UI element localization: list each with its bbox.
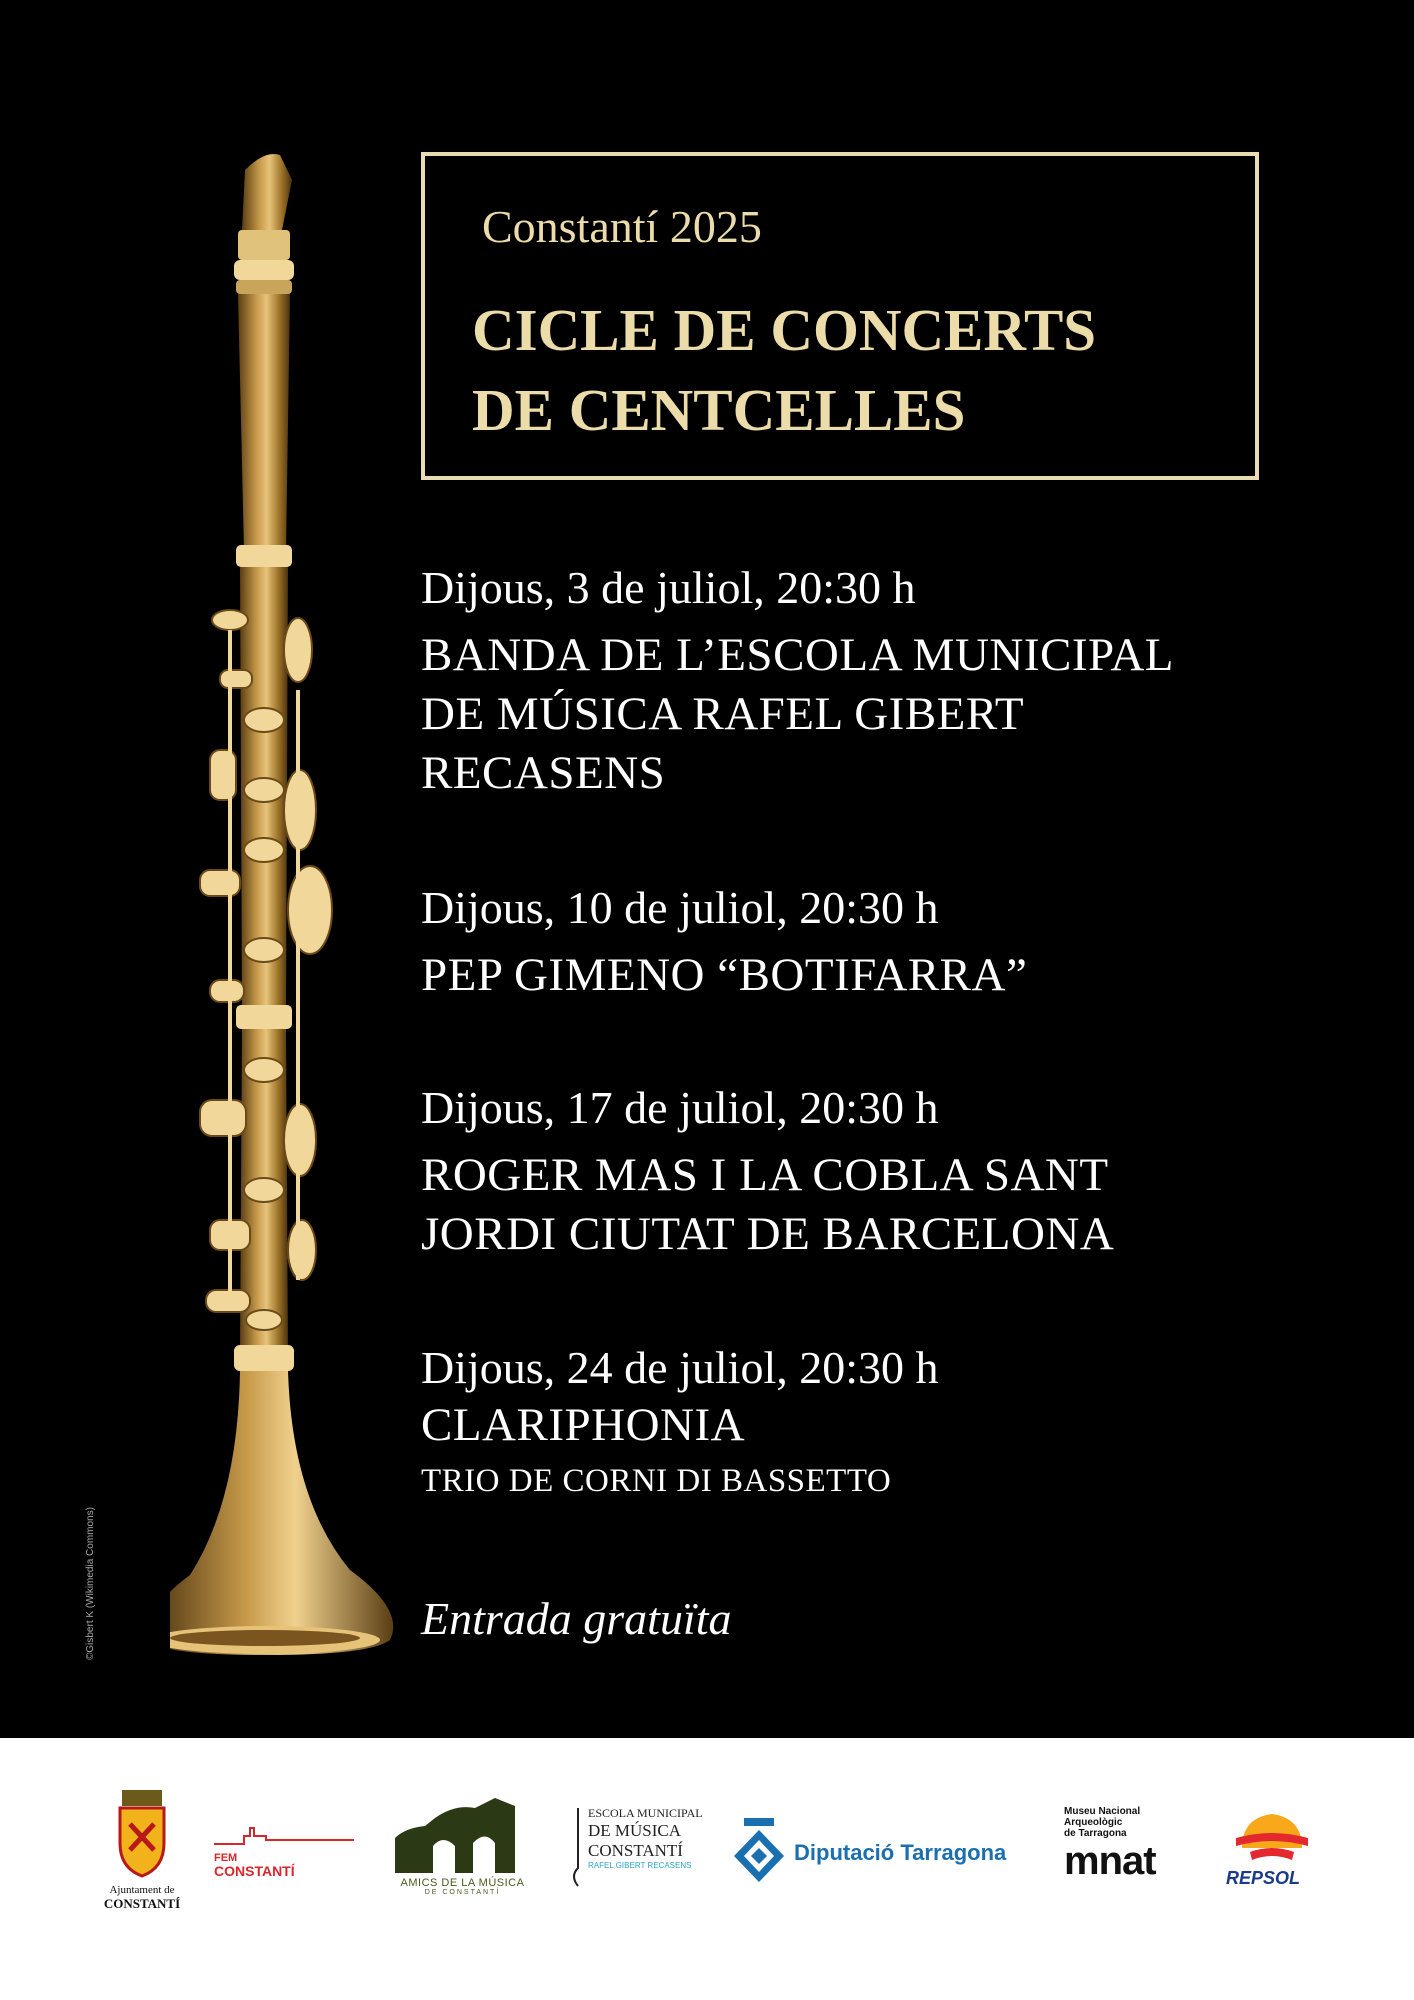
clarinet-illustration <box>170 150 410 1660</box>
repsol-logo <box>1222 1808 1322 1898</box>
ajuntament-logo <box>92 1788 192 1918</box>
mnat-line-1: Museu Nacional <box>1064 1806 1141 1817</box>
repsol-name: REPSOL <box>1226 1868 1301 1888</box>
escola-line-3: CONSTANTÍ <box>588 1841 683 1860</box>
event-performer-line: RECASENS <box>421 747 666 799</box>
event-3 <box>421 1080 1114 1264</box>
event-2 <box>421 880 1027 1005</box>
escola-line-4: RAFEL GIBERT RECASENS <box>588 1861 692 1870</box>
escola-line-1: ESCOLA MUNICIPAL <box>588 1806 703 1820</box>
image-credit: ©Gisbert K (Wikimedia Commons) <box>85 1507 96 1660</box>
fem-constanti-logo <box>214 1818 354 1888</box>
event-performer-line: CLARIPHONIA <box>421 1399 746 1451</box>
ruins-icon <box>395 1798 530 1873</box>
diputacio-emblem-icon <box>732 1818 786 1884</box>
event-date: Dijous, 24 de juliol, 20:30 h <box>421 1342 939 1393</box>
event-date: Dijous, 3 de juliol, 20:30 h <box>421 562 916 613</box>
title-box <box>421 152 1259 480</box>
mnat-line-3: de Tarragona <box>1064 1828 1127 1839</box>
event-subtitle: TRIO DE CORNI DI BASSETTO <box>421 1463 892 1499</box>
event-performer-line: PEP GIMENO “BOTIFARRA” <box>421 949 1028 1001</box>
mnat-mark: mnat <box>1064 1839 1156 1883</box>
event-1 <box>421 560 1174 803</box>
event-performer-line: ROGER MAS I LA COBLA SANT <box>421 1149 1109 1201</box>
amics-line-1: AMICS DE LA MÚSICA <box>400 1877 525 1889</box>
diputacio-logo <box>732 1818 1032 1888</box>
amics-musica-logo <box>395 1798 530 1908</box>
event-4 <box>421 1340 939 1503</box>
free-entry-text: Entrada gratuïta <box>421 1593 732 1644</box>
coat-of-arms-icon <box>92 1788 192 1880</box>
fem-line-2: CONSTANTÍ <box>214 1863 295 1879</box>
escola-line-2: DE MÚSICA <box>588 1821 682 1840</box>
skyline-icon <box>214 1818 354 1848</box>
escola-musica-logo <box>566 1806 706 1896</box>
event-performer-line: DE MÚSICA RAFEL GIBERT <box>421 688 1025 740</box>
sponsor-footer <box>0 1738 1414 2000</box>
event-performer-line: BANDA DE L’ESCOLA MUNICIPAL <box>421 629 1174 681</box>
main-title <box>472 290 1252 450</box>
ajuntament-line-1: Ajuntament de <box>109 1884 175 1896</box>
instrument-outline-icon <box>566 1808 590 1888</box>
event-performer-line: JORDI CIUTAT DE BARCELONA <box>421 1208 1115 1260</box>
diputacio-name: Diputació Tarragona <box>794 1840 1007 1865</box>
amics-line-2: DE CONSTANTÍ <box>424 1889 501 1896</box>
repsol-flame-icon <box>1232 1808 1312 1862</box>
ajuntament-line-2: CONSTANTÍ <box>103 1896 181 1911</box>
pre-title: Constantí 2025 <box>482 201 762 252</box>
event-date: Dijous, 17 de juliol, 20:30 h <box>421 1082 939 1133</box>
mnat-line-2: Arqueològic <box>1064 1817 1123 1828</box>
event-date: Dijous, 10 de juliol, 20:30 h <box>421 882 939 933</box>
fem-line-1: FEM <box>214 1852 238 1864</box>
main-title-line-2: DE CENTCELLES <box>472 377 966 443</box>
mnat-logo <box>1064 1806 1194 1896</box>
main-title-line-1: CICLE DE CONCERTS <box>472 297 1097 363</box>
